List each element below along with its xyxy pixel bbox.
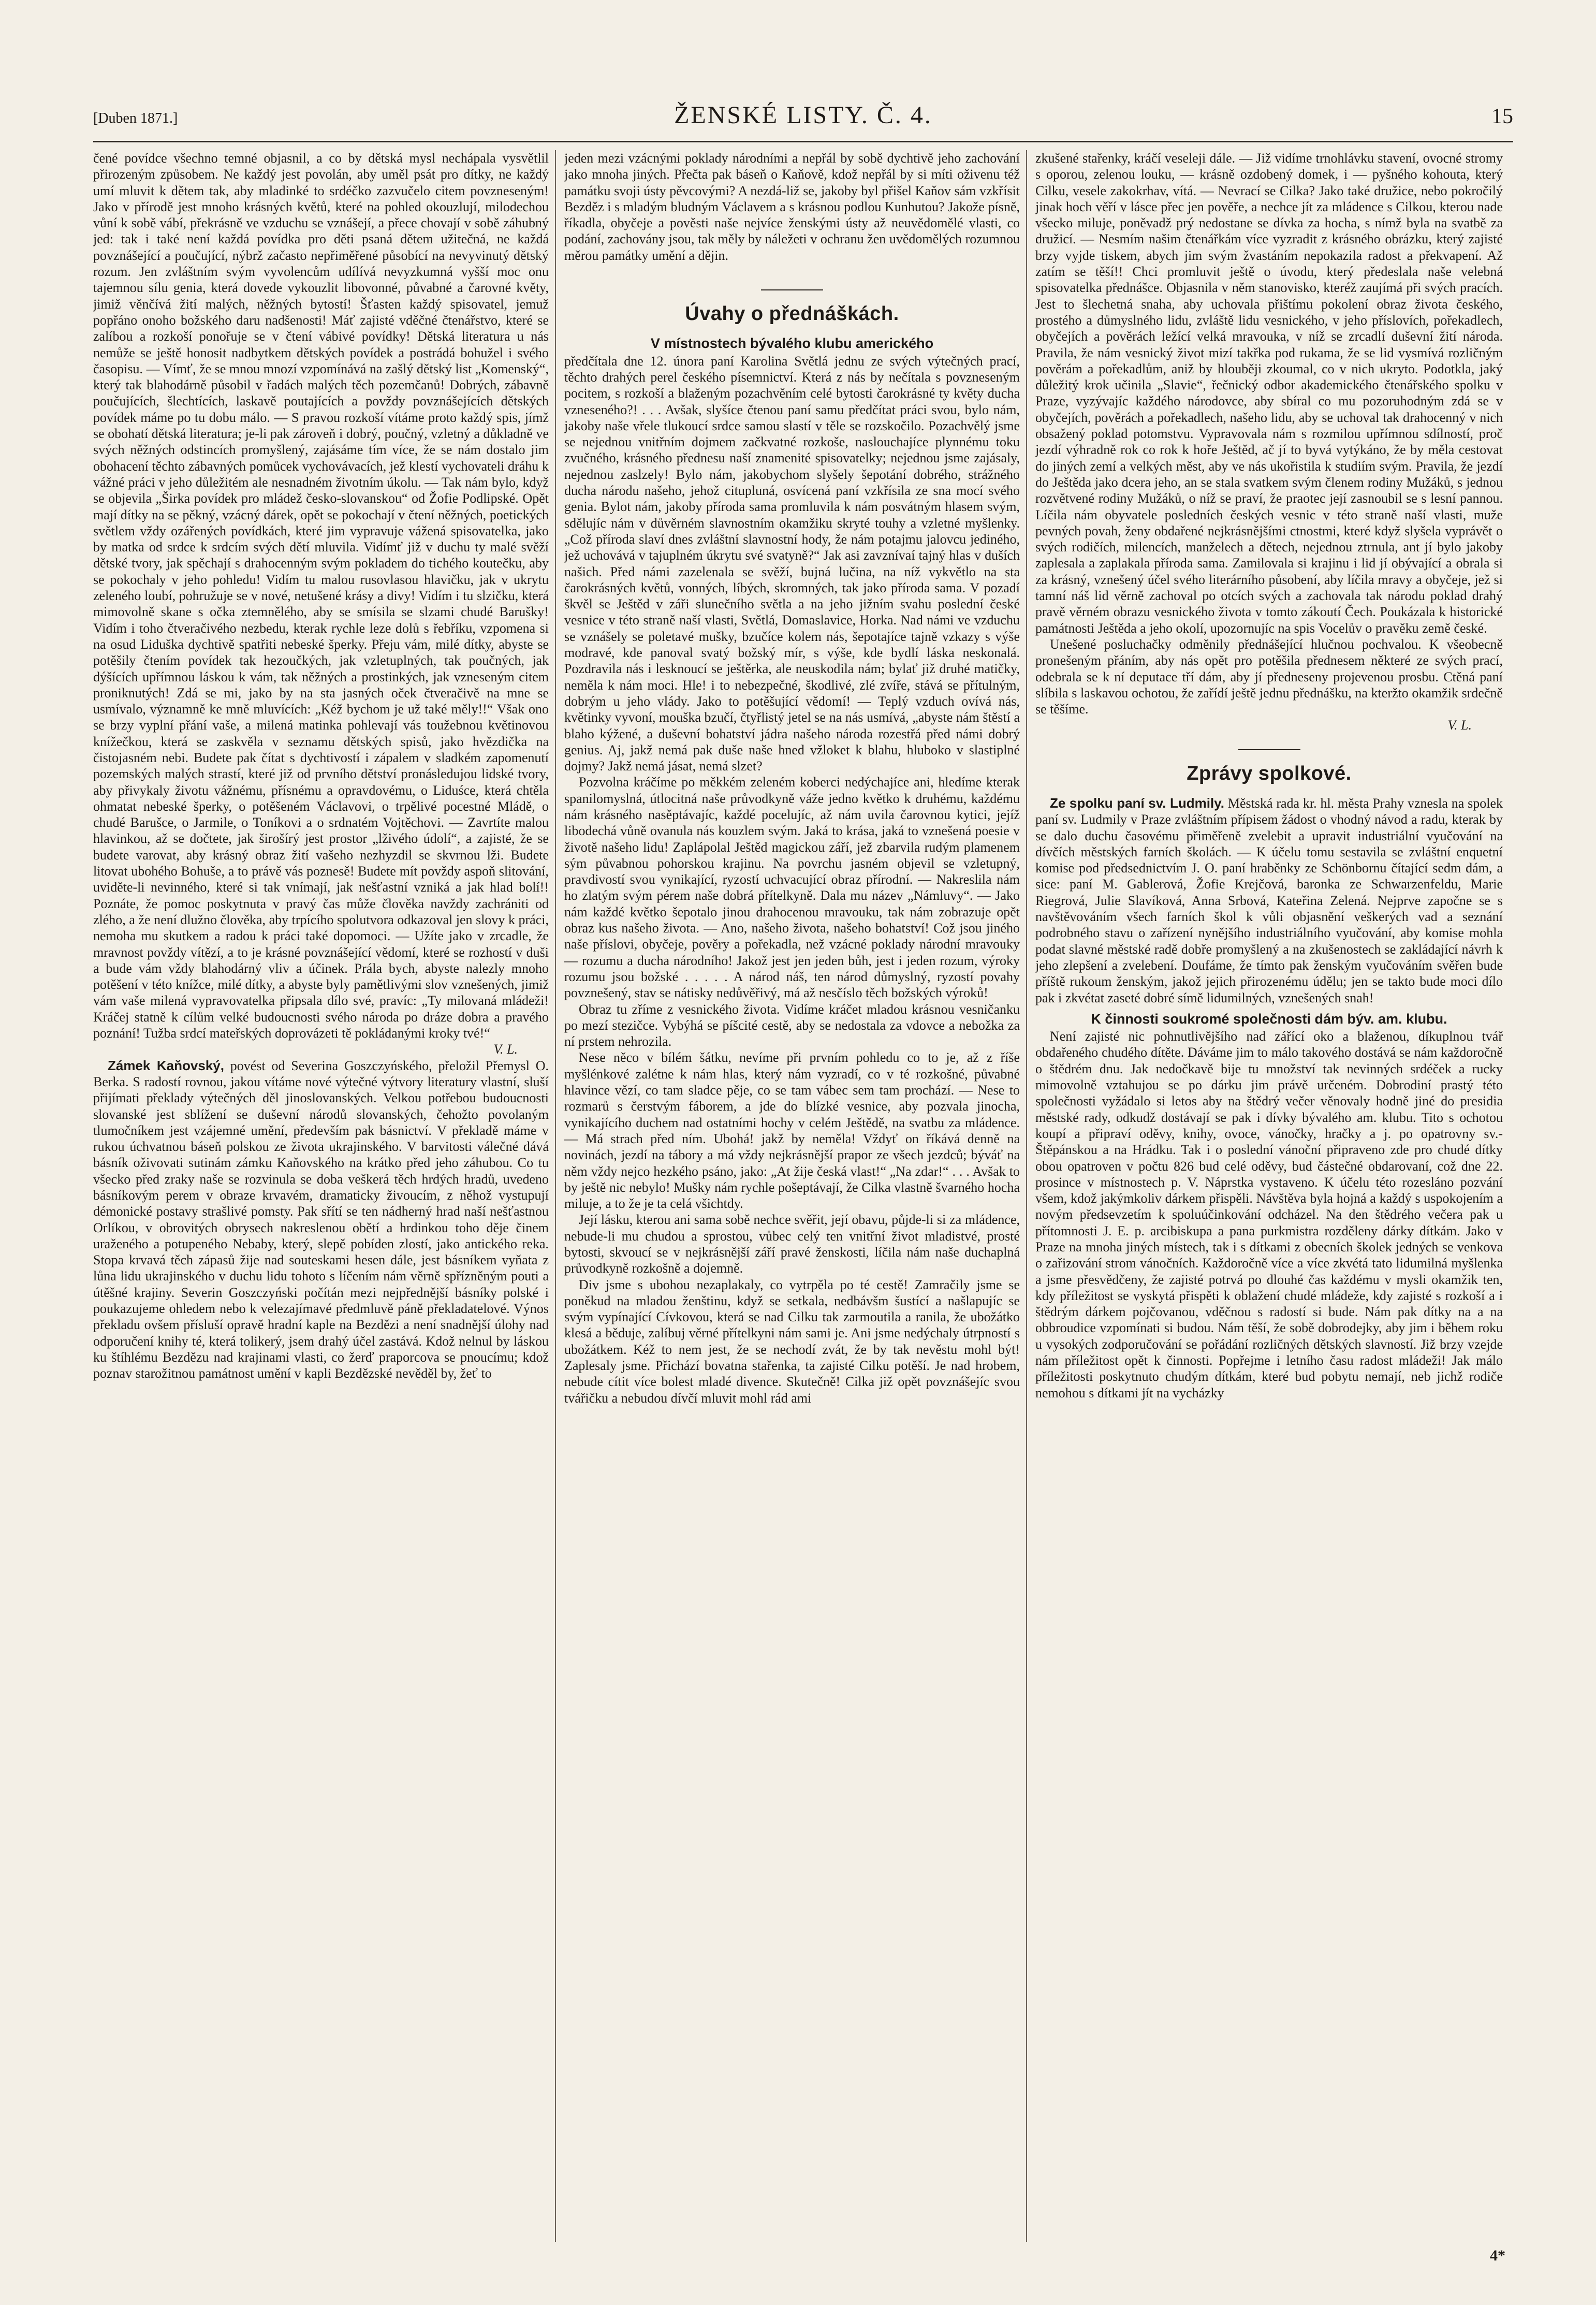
issue-date: [Duben 1871.] — [93, 110, 178, 126]
masthead-title: ŽENSKÉ LISTY. Č. 4. — [674, 101, 932, 129]
club-subhead: K činnosti soukromé společnosti dám býv. am. klubu. — [1091, 1011, 1447, 1027]
section-title-club-news: Zprávy spolkové. — [1187, 762, 1352, 784]
book-review-text: povést od Severina Goszczyńského, přeložil Přemysl O. Berka. S radostí rovnou, jakou vítáme nové výtečné výtvory literatury vlastní, sluší přijímati překlady výtečných děl jinoslovanských. Velkou potřebou budoucnosti slovanské jest sblížení se duševní národů slovanských, čehožto povolaným tlumočníkem jest vzájemné umění, především pak básnictví. V překladě máme v rukou úchvatnou báseň polskou ze života ukrajinského. V barvitosti válečné dává básník oživovati sutinám zámku Kaňovského na krátko před jeho záhubou. Co tu všecko před zraky naše se rozvinula se doba veškerá těch hrdých hradů, uvedeno básníkovým perem v obraze krvavém, dramaticky živoucím, z něhož vystupují démonické postavy strašlivé pomsty. Pak sřítí se ten nádherný hrad naší nešťastnou Orlíkou, v obrovitých obrysech nakreslenou obětí a hrdinkou toho děje činem uraženého a potupeného Nebaby, který, slepě pobíden zlostí, jako antického reka. Stopa krvavá těch zápasů žije nad souteskami hesen dále, jest básníkem vyňata z lůna lidu ukrajinského v duchu lidu tohoto s líčením nám věrně spřízněným pouti a útěšné krajiny. Severin Goszczyński počítán mezi nejpřednější básníky polské i poukazujeme ohledem nebo k velezajímavé předmluvě páně překladatelové. Výnos překladu ovšem přísluší opravě hradní kaple na Bezdězi a není snadnější úlohy nad odporučení knihy té, která tolikerý, jsem drahý účel zastává. Kdož nelnul by láskou ku štíhlému Bezdězu nad krajinami vlasti, co žerď praporcova se pnoucímu; kdož poznav starožitnou památnost umění v kapli Bezdězské nevěděl by, žeť to — [93, 1058, 549, 1381]
book-title: Zámek Kaňovský, — [108, 1057, 224, 1073]
lecture-paragraph: Její lásku, kterou ani sama sobě nechce svěřit, její obavu, půjde-li si za mládence, nebude-li mu chudou a sprostou, vůbec celý ten vnitřní život mladistvé, prosté bytosti, skvoucí se v nejkrásnější září pravé ženskosti, líčila nám naše duchaplná průvodkyně rozkošně a dojemně. — [564, 1212, 1020, 1276]
club-news-paragraph — [1035, 795, 1503, 1006]
signature-mark: 4* — [1490, 2247, 1505, 2264]
lecture-paragraph: Div jsme s ubohou nezaplakaly, co vytrpěla po té cestě! Zamračily jsme se poněkud na mladou ženštinu, když se setkala, nedbávšm šustící a našlapujíc se svým vypínající Cívkovou, která se nad Cilku tak zarmoutila a ranila, že ubožátko klesá a běduje, zalíbuj věrné přítelkyni nám sami je. Ani jsme nedýchaly útrpností s ubožátkem. Kéž to nem jest, že se nechodí zvát, že by tak nevěstu mohl být! Zaplesaly jsme. Přichází bovatna stařenka, ta zajisté Cilku potěší. Je nad hrobem, nebude cítit více bolest mladé divence. Skutečně! Cilka již opět povznášejíc svou tvářičku a nebudou dívčí mluvit mohl rád ami — [564, 1277, 1020, 1406]
column-2 — [564, 150, 1020, 2237]
lecture-paragraph: Unešené posluchačky odměnily přednášející hlučnou pochvalou. K všeobecně pronešeným přáním, aby nás opět pro potěšila přednesem některé ze svých prací, odebrala se k ní deputace tří dám, aby jí předneseny projevenou prosbu. Ctěná paní slíbila s laskavou ochotou, že zařídí ještě jednu přednášku, na kteržto okamžik srdečně se těšíme. — [1035, 636, 1503, 717]
page-number: 15 — [1491, 105, 1513, 128]
lecture-paragraph: Pozvolna kráčíme po měkkém zeleném koberci nedýchajíce ani, hledíme kterak spanilomyslná, útlocitná naše průvodkyně váže jedno květko k druhému, každému nám krásného nasěptávajíc, každé pocelujíc, až nám uvila čarovnou kytici, jejíž libodechá vůně ovanula nás kouzlem svým. Jaká to krása, jaká to vznešená poesie v životě našeho lidu! Zaplápolal Ještěd magickou září, jež zbarvila rudým plamenem sým půvabnou pohorskou krajinu. Na povrchu jasném objevil se vzletupný, pravdivostí svou vynikající, ryzostí uchvacující obraz přírodní. — Nakreslila nám ho zlatým svým pérem naše dobrá přítelkyně. Dala mu název „Námluvy“. — Jako nám každé květko šepotalo jinou drahocenou mravouku, tak nám zobrazuje opět obraz kus našeho života. — Ano, našeho života, našeho bohatství! Což jsou jiného naše příslovi, obyčeje, pověry a pořekadla, než vzácné poklady národní mravouky — rozumu a ducha národního! Jakož jest jen jeden bůh, jest i jeden rozum, výroky rozumu jsou božské . . . . . A národ náš, ten národ důmyslný, ryzostí povahy povznešený, stav se nátisky nedůvěřivý, má až nesčíslo těch božských výroků! — [564, 775, 1020, 1001]
review-signature: V. L. — [493, 1042, 518, 1057]
book-review-paragraph — [93, 1058, 549, 1382]
continued-paragraph: jeden mezi vzácnými poklady národními a nepřál by sobě dychtivě jeho zachování jako mnoha jiných. Přečta pak báseň o Kaňově, kdož nepřál by si míti oživenu též památku svoji ústy pěvcovými? A nezdá-liž se, jakoby byl přišel Kaňov sám vzkřísit Bezděz i s mladým bludným Václavem a s krásnou podlou Kunhutou? Jakože písně, říkadla, obyčeje a pověsti naše nejvíce ženskými ústy až neuvědomělé vlasti, co podání, zachovány jsou, tak měly by náležeti v ochranu žen uvědomělých rozumnou měrou památky umění a dějin. — [564, 151, 1020, 263]
page-header — [93, 101, 1513, 137]
column-1 — [93, 150, 549, 2237]
lecture-paragraph: zkušené stařenky, kráčí veseleji dále. — Již vidíme trnohlávku stavení, ovocné stromy s oporou, zelenou louku, — krásně ozdobený domek, i — pyšného kohouta, který Cilku, vesele zakokrhav, vítá. — Nevrací se Cilka? Jako také družice, nebo pokročilý jinak hoch věří v lásce přec jen pověře, a nechce jít za mládence s Cilkou, kterou nade všecko miluje, poněvadž prý nedostane se dívka za hocha, s nímž byla na svatbě za družicí. — Nesmím našim čtenářkám více vyzradit z krásného obrázku, který zajisté brzy vyjde tiskem, abych jim svým žvastáním nepokazila radost a překvapení. Až zatím se těší!! Chci promluvit ještě o úvodu, který předeslala naše velebná spisovatelka přednášce. Objasnila v něm stanovisko, kteréž zaujímá při svých pracích. Jest to šlechetná snaha, aby uchovala přištímu pokolení obraz života českého, prostého a důmyslného lidu, zvláště lidu vesnického, v jeho příslovích, pořekadlech, obyčejích a pověrách ležící velká mravouka, v níž se zrcadlí duševní žití národa. Pravila, že nám vesnický život mizí takřka pod rukama, že se lid vysmívá rozličným pověrám a pořekadlům, aniž by hlouběji zkoumal, co v nich ukryto. Podotkla, jaký důležitý krok učinila „Slavie“, řečnický odbor akademického čtenářského spolku v Praze, vyzývajíc každého národovce, aby sbíral co mu pozoruhodným zdá se v obyčejích, pověrách a pořekadlech, našeho lidu, aby se uchoval tak drahocenný v nich obsažený poklad potomstvu. Vypravovala nám s rozmilou upřímnou sdílností, proč jezdí výhradně rok co rok k hoře Ještěd, ač jí to byvá vytýkáno, že by měla cestovat do jiných zemí a velkých měst, aby ve nás ukořistila k studiím svým. Pravila, že jezdí do Ještěda jako dcera jeho, an se stala svatkem svým členem rodiny Mužáků, s jednou rozvětvené rodiny Mužáků, o níž se praví, že praotec její zasnoubil se s lesní pannou. Líčila nám obyvatele posledních českých vesnic v této straně naší vlasti, muže pevných povah, ženy obdařené nejkrásnějšími ctnostmi, které když slyšela vyprávět o svých rodičích, milencích, manželech a dětech, nejednou ztrnula, ant jí bylo jakoby zaplesala a zaplakala příroda sama. Zamilovala si krajinu i lid jí obývající a obrala si za krásný, vznešený účel svého literárního působení, aby líčila mravy a obyčeje, jež si tamní náš lid věrně zachoval po otcích svých a zachovala tak národu poklad drahý pravě věrném obrazu vesnického života v tomto zákoutí Čech. Poukázala k historické památnosti Ještěda a jeho okolí, upozornujíc na spis Vocelův o pravěku země české. — [1035, 151, 1503, 636]
column-divider-2 — [1026, 150, 1027, 2242]
lecture-subhead: V místnostech bývalého klubu amerického — [650, 335, 934, 352]
column-divider-1 — [555, 150, 556, 2242]
lecture-paragraph: Nese něco v bílém šátku, nevíme při prvním pohledu co to je, až z říše myšlénkové zalétne k nám hlas, který nám vyzradí, co v té rozkošné, půvabné hlavince vězí, co tam sladce pěje, co se tam vábec sem tam prochází. — Nese to rozmarů s čerstvým fáborem, a jde do blízké vesnice, aby pozvala jinocha, vynikajícího duchem nad ostatními hochy v celém Ještědě, na svatbu za mládence. — Má strach před ním. Ubohá! jakž by neměla! Vždyť on říkává denně na novinách, jezdí na tábory a má vždy nejkrásnější prapor ze všech jezdců; býváť na něm vždy nejco hezkého psáno, jako: „At žije česká vlast!“ „Na zdar!“ . . . Avšak to by ještě nic nebylo! Mušky nám rychle pošeptávají, že Cilka vlastně švarného hocha miluje, a to že je ta celá všichtdy. — [564, 1050, 1020, 1212]
review-paragraph: čené povídce všechno temné objasnil, a co by dětská mysl nechápala vysvětlil přirozeným způsobem. Ne každý jest povolán, aby uměl psát pro dítky, ne každý umí mluvit k dětem tak, aby mladinké to srdéčko zazvučelo citem povzneseným! Jako v přírodě jest mnoho krásných květů, které na pohled okouzlují, milodechou vůní k sobě vábí, překrásně ve vzduchu se vznášejí, a přece chovají v sobě záhubný jed: tak i také není každá povídka pro děti psaná dětem užitečná, ne každá povznášející a poučující, nýbrž začasto nepřiměřené působící na nevyvinutý dětský rozum. Jen zvláštním svým vyvolencům udílívá nevyzkumná vyšší moc onu tajemnou sílu genia, která dovede vykouzlit libovonné, půvabné a čarovné květy, jimiž věnčívá žití malých, něžných bytostí! Šťasten každý spisovatel, jemuž popřáno onoho božského daru nadšenosti! Máť zajisté vděčné čtenářstvo, které se zalíbou a rozkoší ponořuje se v čtení vábivé povídky! Dětská literatura u nás nemůže se ještě honosit nadbytkem dětských povídek a postrádá bohužel i svého časopisu. — Vímť, že se mnou mnozí vzpomínává na zašlý dětský list „Komenský“, který tak blahodárně působil v řadách malých těch pozemčanů! Dobrých, zábavně poučujících, šlechtících, laskavě poutajících a povždy povznášejících dětských povídek máme po tu dobu málo. — S pravou rozkoší vítáme proto každý spis, jímž se obohatí dětská literatura; je-li pak zároveň i dobrý, poučný, vzletný a důkladně ve svých něžných odstincích promyšlený, zajásáme tím více, že se nám dostalo jim obohacení těchto zábavných pomůcek vychovávacích, jež klestí vychovateli dráhu k vážné práci v jeho důležitém ale nesnadném životním úkolu. — Tak nám bylo, když se objevila „Širka povídek pro mládež česko-slovanskou“ od Žofie Podlipské. Opět mají dítky na se pěkný, vzácný dárek, opět se pokochají v čtení něžných, poetických světlem vždy ozářených povídkách, které jim vypravuje vážená spisovatelka, jako by matka od srdce k srdcím svých dětí mluvila. Vidímť již v duchu ty malé svěží dětské tvory, jak spěchají s drahocenným svým pokladem do tichého koutečku, aby se pokochaly v jeho pohledu! Vidím tu malou rusovlasou hlavičku, jak v ukrytu zeleného loubí, pohružuje se v nové, netušené krásy a divy! Vidím i tu slzičku, která mimovolně skane s očka ztemnělého, aby se smísila se slzami chudé Barušky! Vidím i toho čtveračivého nezbedu, kterak rychle leze dolů s řebříku, vzpomena si na osud Liduška dychtivě spatřiti nebeské šperky. Přeju vám, milé dítky, abyste se potěšily čtením povídek tak hezoučkých, jak vzletuplných, tak poučných, jak dýšících upřímnou láskou k vám, tak něžných a prostinkých, jak vzneseným citem proniknutých! Zdá se mi, jako by na sta jasných oček čtveračivě na mne se usmívalo, významně ke mně mluvících: „Kéž bychom je už také měly!!“ Však ono se brzy vyplní přání vaše, a milená matinka pohlevají vás toužebnou květinovou knížečkou, která se zaskvěla v seznamu dětských spisů, jako hvězdička na čistojasném nebi. Budete pak čítat s dychtivostí i zápalem v sladkém zapomenutí pozemských malých strastí, které již od prvního dětství pronásledujou lidské tvory, aby přivykaly životu vážnému, přísnému a opravdovému, o Liduśce, která chtěla ohmatat nebeské šperky, o potěšeném Václavovi, o trpělivé pocestné Mládě, o chudé Barušce, o Jarmile, o Toníkovi a o srdnatém Vojtěchovi. — Zavrtíte malou hlavinkou, až se dočtete, jak širošírý jest prostor „lživého údolí“, a zajisté, že se budete varovat, aby krásný obraz žití vašeho nezhyzdil se skvrnou lži. Budete litovat ubohého Bohuše, a to právě vás poznesě! Budete mít povždy aspoň slitování, uviděte-li nevinného, které si tak vnímají, jak nešťastní vzniká a jak hlad bolí!! Poznáte, že pomoc poskytnuta v pravý čas může člověka navždy zachrániti od zlého, a že není dlužno člověka, aby trpícího spolutvora odkazoval jen slovy k práci, nemoha mu skutkem a radou k práci také dopomoci. — Užíte jako v zrcadle, že mravnost povždy vítězí, a to je krásné povznášející vědomí, které se rozhostí v duši a bude vám vždy blahodárný vliv a účinek. Prála bych, abyste nalezly mnoho potěšení v této knížce, milé dítky, a abyste byly pamětlivými slov vznešených, jimiž vám vaše milená vypravovatelka připsala dílo své, pravíc: „Ty milovaná mládeži! Kráčej statně k cílům velké budoucnosti svého národa po dráze dobra a pravého poznání! Tužba srdcí mateřských doprovázeti tě pokládanými kroky tvé!“ — [93, 151, 549, 1041]
section-divider — [1238, 749, 1300, 750]
lecture-paragraph: Obraz tu zříme z vesnického života. Vidíme kráčet mladou krásnou vesničanku po mezí stezičce. Vybýhá se píšcité cestě, aby se nedostala za vdovce a nebožka za ní prstem nehrozila. — [564, 1001, 1020, 1049]
header-rule — [93, 141, 1513, 142]
section-divider — [761, 289, 823, 290]
column-3 — [1035, 150, 1503, 2237]
lecture-paragraph: předčítala dne 12. února paní Karolina Světlá jednu ze svých výtečných prací, těchto drahých perel českého písemnictví. Která z nás by nečítala s povzneseným pocitem, s rozkoší a blaženým pozachvěním celé bytosti čarokrásné ty květy ducha vzneseného?! . . . Avšak, slyšíce čtenou paní samu předčítat práci svou, bylo nám, jakoby naše vřele tlukoucí srdce samou slastí v těle se rozskočilo. Pozachvělý jsme se nejednou vnitřním dojmem začkvatné rozkoše, naslouchajíce plynnému toku zvučného, krásného přednesu naší znamenité spisovatelky; nejednou jsme zajásaly, nejednou zaslzely! Bylo nám, jakobychom slyšely šepotání dobrého, strážného ducha národu našeho, jehož citupluná, osvícená paní vzkřísila ze sna mocí svého genia. Bylot nám, jakoby příroda sama promluvila k nám posvátným hlasem svým, sdělujíc nám v důvěrném slavnostním okamžiku skryté touhy a vzletné myšlenky. „Což příroda slaví dnes zvláštní slavnostní hody, že nám potajmu jalovcu jediného, jež uchovává v tajuplném úkrytu své svatyně?“ Jak asi zavznívaí tajný hlas v duších našich. Před námi zazelenala se svěží, bujná lučina, na níž vykvětlo na sta čarokrásných květů, vonných, líbých, skromných, tak jako příroda sama. V pozadí škvěl se Ještěd v záři slunečního světla a na jeho jižním svahu poslední české vesnice v této straně naší vlasti, Světlá, Domaslavice, Horka. Nad námi ve vzduchu se vznášely se poletavé mušky, bzučíce kolem nás, šepotajíce tajně vzkazy s výše modravé, kde panoval svatý božský mír, s výše, kde bydlí láska neskonalá. Pozdravila nás i lesknoucí se ještěrka, ale neuskodila nám; bylať již druhé matičky, neměla k nám moci. Hle! i to nebezpečné, škodlivé, zlé zvíře, stává se přítulným, dobrým u jeho vlády. Jako to potěšující vědomí! — Teplý vzduch ovívá nás, květinky vyvoní, mouška bzučí, čtyřlistý jetel se na nás usmívá, „abyste nám štěstí a blaho kýžené, a duševní bohatství jádra našeho národa rozestřá před námi dobrý genius. Aj, jakž nemá pak duše naše hned vžloket k blahu, hluboko v slastiplné dojmy? Jakž nemá jásat, nemá slzet? — [564, 353, 1020, 774]
lecture-signature: V. L. — [1447, 718, 1472, 733]
club-news-paragraph: Není zajisté nic pohnutlivějšího nad zářící oko a blaženou, díkuplnou tvář obdařeného chudého dítěte. Dáváme jim to málo takového dostává se nám každoročně o štědrém dnu. Jak nedočkavě bije tu množství tak nevinných srdéček a rucky mimovolně vztahujou se po dárku jim právě určeném. Dobrodiní prastý této společnosti vyžádalo si letos aby na štědrý večer věnovaly hodně jiné do presidia městské rady, odkudž dostávají se pak i dívky bývalého am. klubu. Tito s ochotou koupí a připraví oděvy, knihy, ovoce, vánočky, hračky a j. po opatrovny sv.-Štěpánskou a na Hrádku. Tak i o poslední vánoční připraveno zde pro chudé dítky obou opatroven v počtu 826 bud celé oděvy, bud částečné obdarovaní, což dne 22. prosince v místnostech p. V. Náprstka vystaveno. K účelu této rozesláno pozvání všem, kdož jakýmkoliv dárkem přispěli. Návštěva byla hojná a každý s uspokojením a novým předsevzetím k spoluúčinkování odcházel. Na den štědrého večera pak u přítomnosti J. E. p. arcibiskupa a pana purkmistra rozděleny dárky dítkám. Jako v Praze na mnoha jiných místech, tak i s dítkami z obecních školek jedných se venkova o zařizování strom vánočních. Každoročně více a více zkvétá tato lidumilná myšlenka a jsme přesvědčeny, že zajisté potrvá po dlouhé čas každému v mysli okamžik ten, kdy příležitost se vyskytá přispěti k oblažení chudé mládeže, kdy zajisté s rozkoší a i štědrým dárkem pojčovanou, vděčnou s radostí si bude. Nám pak dítky na a na obbroudice vzpomínati si budou. Nám těší, že sobě dobrodejky, aby jim i během roku u vysokých zodporučování se pořádání rozličných dětských slavností. Již brzy vzejde nám příležitost opět k činnosti. Popřejme i letního času radost mládeži! Jak málo příležitosti poskytnuto chudým dítkám, které bud pobytu nemají, neb jichž rodiče nemohou s dítkami jít na vycházky — [1035, 1029, 1503, 1400]
club-subhead: Ze spolku paní sv. Ludmily. — [1050, 795, 1224, 811]
section-title-lectures: Úvahy o přednáškách. — [685, 303, 899, 325]
club-news-text: Městská rada kr. hl. města Prahy vznesla na spolek paní sv. Ludmily v Praze zvláštním přípisem žádost o vhodný návod a radu, kterak by se dalo duchu časovému přiměřeně zvelebit a upravit industriální vyučování na dívčích městských farních školách. — K účelu tomu sestavila se zvláštní enquetní komise pod předsednictvím J. O. paní hraběnky ze Schönbornu čítající sedm dám, a sice: paní M. Gablerová, Žofie Krejčová, baronka ze Schwarzenfeldu, Marie Riegrová, Julie Slavíková, Anna Srbová, Kateřina Zelená. Nejprve započne se s navštěvováním všech farních škol k vůli objasnění veškerých vad a seznání podrobného stavu o zařízení nynějšího industriálního vyučování, aby komise mohla podat slavné městské radě dobře promyšlený a na zkušenostech se zakládající návrh k jeho zlepšení a zvelebení. Doufáme, že tímto pak ženským vyučováním svěřen bude příště rukoum ženským, jakož jejich přirozenému údělu; jen se takto bude moci dílo pak i zkvétat zaseté dobré símě lidumilných, vznešených snah! — [1035, 795, 1503, 1005]
